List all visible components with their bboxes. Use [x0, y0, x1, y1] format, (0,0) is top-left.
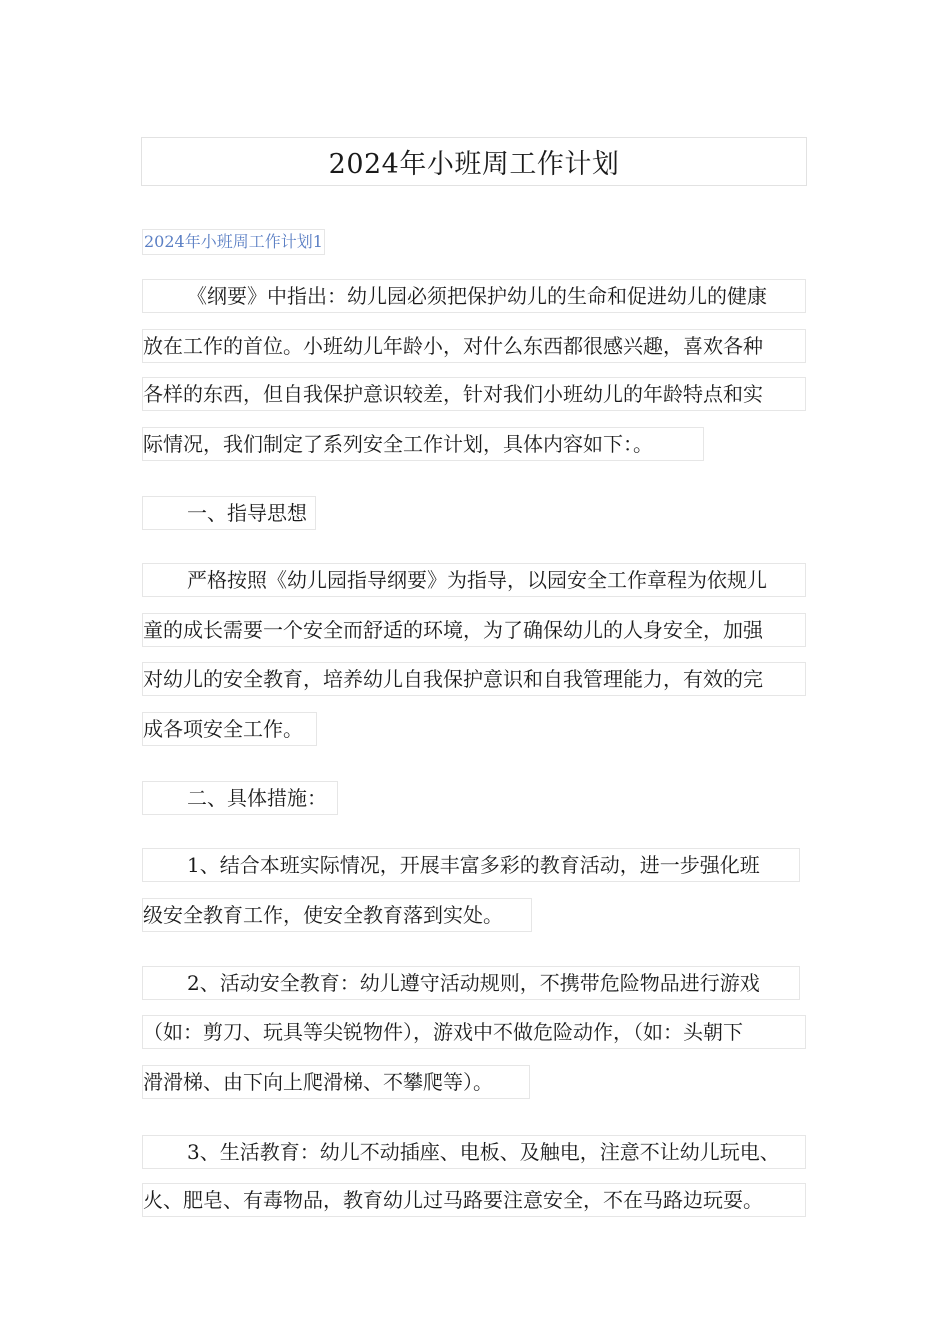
paragraph-1-line-4: 际情况，我们制定了系列安全工作计划，具体内容如下：。 — [142, 427, 704, 461]
document-title: 2024年小班周工作计划 — [328, 149, 620, 180]
measure-2-line-3: 滑滑梯、由下向上爬滑梯、不攀爬等）。 — [142, 1065, 530, 1099]
measure-2-line-1: 2、活动安全教育：幼儿遵守活动规则，不携带危险物品进行游戏 — [142, 966, 800, 1000]
paragraph-1-line-1: 《纲要》中指出：幼儿园必须把保护幼儿的生命和促进幼儿的健康 — [142, 279, 806, 313]
paragraph-2-line-4: 成各项安全工作。 — [142, 712, 317, 746]
measure-1-line-1: 1、结合本班实际情况，开展丰富多彩的教育活动，进一步强化班 — [142, 848, 800, 882]
measure-1-line-2: 级安全教育工作，使安全教育落到实处。 — [142, 898, 532, 932]
heading-guiding-thought: 一、指导思想 — [142, 496, 316, 530]
paragraph-2-line-2: 童的成长需要一个安全而舒适的环境，为了确保幼儿的人身安全，加强 — [142, 613, 806, 647]
paragraph-1-line-3: 各样的东西，但自我保护意识较差，针对我们小班幼儿的年龄特点和实 — [142, 377, 806, 411]
paragraph-2-line-3: 对幼儿的安全教育，培养幼儿自我保护意识和自我管理能力，有效的完 — [142, 662, 806, 696]
paragraph-1-line-2: 放在工作的首位。小班幼儿年龄小，对什么东西都很感兴趣，喜欢各种 — [142, 329, 806, 363]
measure-3-line-2: 火、肥皂、有毒物品，教育幼儿过马路要注意安全，不在马路边玩耍。 — [142, 1183, 806, 1217]
measure-2-line-2: （如：剪刀、玩具等尖锐物件），游戏中不做危险动作，（如：头朝下 — [142, 1015, 806, 1049]
measure-3-line-1: 3、生活教育：幼儿不动插座、电板、及触电，注意不让幼儿玩电、 — [142, 1135, 806, 1169]
document-title-box — [141, 137, 807, 186]
heading-specific-measures: 二、具体措施： — [142, 781, 338, 815]
section-link-title[interactable]: 2024年小班周工作计划1 — [142, 229, 325, 255]
paragraph-2-line-1: 严格按照《幼儿园指导纲要》为指导，以园安全工作章程为依规儿 — [142, 563, 806, 597]
